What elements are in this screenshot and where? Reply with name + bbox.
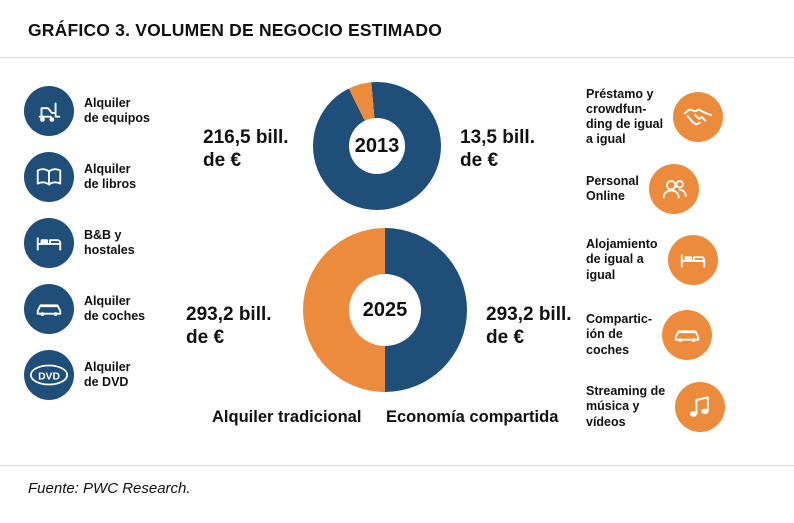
legend-item-hostales[interactable] <box>24 210 194 276</box>
legend-label-line: Online <box>586 189 625 203</box>
legend-label-line: Alquiler <box>84 161 131 176</box>
bed-icon <box>668 235 718 285</box>
legend-item-streaming[interactable] <box>586 372 776 442</box>
legend-label-line: hostales <box>84 243 135 257</box>
legend-label-line: B&B y <box>84 227 122 242</box>
legend-label-line: Personal <box>586 173 639 188</box>
value-2025-shared <box>486 303 606 349</box>
legend-label-line: a igual <box>586 132 626 147</box>
value-line: 293,2 bill. <box>186 304 272 325</box>
legend-label-line: de igual a <box>586 252 644 267</box>
legend-item-label <box>84 360 131 391</box>
legend-item-label <box>84 162 136 193</box>
value-2013-shared <box>460 126 570 172</box>
bed-icon <box>24 218 74 268</box>
legend-item-coches[interactable] <box>24 276 194 342</box>
legend-label-line: ión de <box>586 327 623 342</box>
legend-item-label <box>586 384 665 430</box>
source-note: Fuente: PWC Research. <box>28 480 191 497</box>
legend-label-line: ding de igual <box>586 117 664 131</box>
value-line: de € <box>186 327 225 349</box>
legend-item-libros[interactable] <box>24 144 194 210</box>
donut-2025-center <box>349 274 421 346</box>
legend-label-line: Compartic- <box>586 312 652 327</box>
legend-label-line: crowdfun- <box>586 101 647 116</box>
legend-item-label <box>84 294 145 325</box>
legend-item-equipos[interactable] <box>24 78 194 144</box>
legend-label-line: Alquiler <box>84 95 131 110</box>
donut-chart-2025 <box>303 228 467 392</box>
legend-item-comparticion-coches[interactable] <box>586 298 776 372</box>
value-line: de € <box>203 150 242 172</box>
legend-label-line: Streaming de <box>586 384 666 399</box>
value-2013-traditional <box>203 126 323 172</box>
series-label-shared: Economía compartida <box>386 408 559 426</box>
car-icon <box>662 310 712 360</box>
value-line: 216,5 bill. <box>203 127 289 148</box>
legend-label-line: Alquiler <box>84 359 131 374</box>
legend-label-line: vídeos <box>586 414 626 429</box>
legend-item-label <box>84 228 135 259</box>
legend-item-label <box>586 237 658 283</box>
legend-label-line: música y <box>586 399 640 414</box>
legend-item-label <box>586 87 663 148</box>
people-icon <box>649 164 699 214</box>
car-icon <box>24 284 74 334</box>
legend-label-line: igual <box>586 267 616 282</box>
legend-item-dvd[interactable] <box>24 342 194 408</box>
value-line: 13,5 bill. <box>460 127 535 148</box>
legend-label-line: Alojamiento <box>586 237 658 252</box>
donut-2025-ring <box>303 228 467 392</box>
legend-label-line: de coches <box>84 309 146 323</box>
music-icon <box>675 382 725 432</box>
book-icon <box>24 152 74 202</box>
legend-label-line: coches <box>586 342 630 357</box>
legend-label-line: Alquiler <box>84 293 131 308</box>
legend-item-personal-online[interactable] <box>586 156 776 222</box>
page-title: GRÁFICO 3. VOLUMEN DE NEGOCIO ESTIMADO <box>28 20 443 40</box>
dvd-icon <box>24 350 74 400</box>
handshake-icon <box>673 92 723 142</box>
value-line: de € <box>486 327 525 349</box>
legend-label-line: de libros <box>84 177 137 191</box>
value-2025-traditional <box>186 303 306 349</box>
value-line: de € <box>460 150 499 172</box>
donut-2013-center <box>349 118 405 174</box>
forklift-icon <box>24 86 74 136</box>
series-label-traditional: Alquiler tradicional <box>212 408 362 426</box>
value-line: 293,2 bill. <box>486 304 572 325</box>
donut-2013-year-label: 2013 <box>354 134 400 157</box>
legend-label-line: de equipos <box>84 111 150 125</box>
divider-bottom <box>0 465 794 466</box>
legend-item-prestamo[interactable] <box>586 78 776 156</box>
donut-2013-ring <box>313 82 441 210</box>
divider-top <box>0 57 794 58</box>
legend-item-label <box>84 96 150 127</box>
legend-right <box>586 78 776 442</box>
donut-2025-year-label: 2025 <box>362 298 408 321</box>
donut-chart-2013 <box>313 82 441 210</box>
legend-left <box>24 78 194 408</box>
legend-item-alojamiento[interactable] <box>586 222 776 298</box>
svg-text:DVD: DVD <box>38 371 60 383</box>
legend-label-line: Préstamo y <box>586 86 654 101</box>
legend-item-label <box>586 174 639 205</box>
legend-label-line: de DVD <box>84 375 129 389</box>
